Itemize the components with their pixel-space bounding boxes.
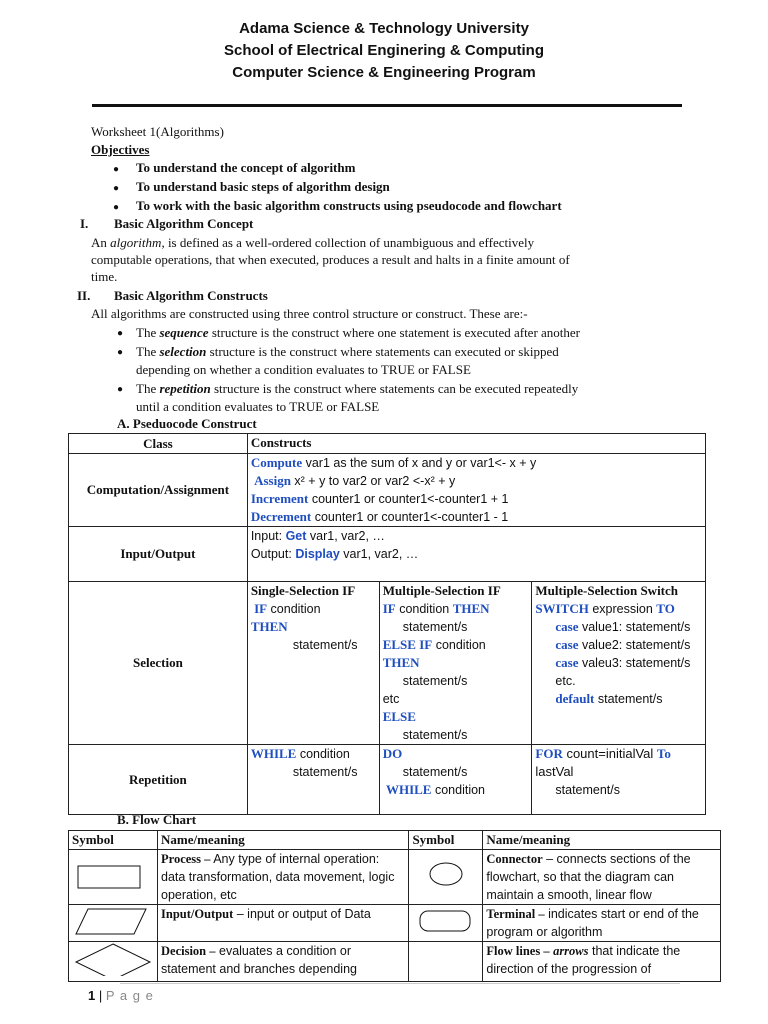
objectives-heading: Objectives (91, 142, 150, 157)
name-header: Name/meaning (158, 831, 409, 850)
multiple-selection-if: Multiple-Selection IF IF condition THEN statement/s ELSE IF condition THEN statement/s etc ELSE statement/s (379, 582, 532, 745)
definition-line: computable operations, that when executed, produces a result and halts in a finite amount of (91, 252, 570, 267)
connector-circle-icon (426, 860, 466, 890)
process-symbol-cell (69, 850, 158, 905)
subsection-a: A. Pseduocode Construct (117, 416, 257, 431)
page-label: P a g e (105, 988, 154, 1003)
flowline-description: Flow lines – arrows that indicate the direction of the progression of (483, 942, 721, 982)
section-title: Basic Algorithm Concept (114, 216, 254, 231)
for-loop: FOR count=initialVal To lastVal statement/s (532, 745, 706, 815)
construct-bullet-cont: until a condition evaluates to TRUE or FALSE (136, 399, 380, 414)
bullet-icon: ● (113, 202, 120, 213)
class-cell: Input/Output (69, 527, 248, 582)
terminal-rounded-rect-icon (416, 906, 476, 936)
parallelogram-icon (72, 906, 152, 936)
class-cell: Repetition (69, 745, 248, 815)
definition-line: An algorithm, is defined as a well-ordered collection of unambiguous and effectively (91, 235, 535, 250)
school-name: School of Electrical Enginering & Computing (223, 42, 545, 59)
class-cell: Selection (69, 582, 248, 745)
decision-diamond-icon (72, 942, 154, 976)
process-description: Process – Any type of internal operation: data transformation, data movement, logic operation, etc (158, 850, 409, 905)
multiple-selection-switch: Multiple-Selection Switch SWITCH expression TO case value1: statement/s case value2: statement/s case valeu3: statement/s etc. default statement/s (532, 582, 706, 745)
bullet-icon: ● (117, 347, 124, 358)
symbol-header: Symbol (409, 831, 483, 850)
program-name: Computer Science & Engineering Program (232, 64, 536, 81)
section-number: II. (77, 288, 91, 303)
constructs-header: Constructs (247, 434, 705, 454)
terminal-symbol-cell (409, 905, 483, 942)
worksheet-title: Worksheet 1(Algorithms) (91, 124, 224, 139)
objective-item: To work with the basic algorithm constructs using pseudocode and flowchart (136, 198, 562, 213)
flowchart-table (68, 830, 721, 982)
construct-bullet: The selection structure is the construct where statements can executed or skipped (136, 344, 559, 359)
constructs-intro: All algorithms are constructed using three control structure or construct. These are:- (91, 306, 528, 321)
bullet-icon: ● (113, 183, 120, 194)
do-while-loop: DO statement/s WHILE condition (379, 745, 532, 815)
process-rectangle-icon (72, 860, 142, 890)
page-number: 1 (88, 988, 96, 1003)
while-loop: WHILE condition statement/s (247, 745, 379, 815)
objective-item: To understand the concept of algorithm (136, 160, 356, 175)
io-constructs: Input: Get var1, var2, … Output: Display var1, var2, … (247, 527, 705, 582)
io-symbol-cell (69, 905, 158, 942)
terminal-description: Terminal – indicates start or end of the program or algorithm (483, 905, 721, 942)
decision-description: Decision – evaluates a condition or statement and branches depending (158, 942, 409, 982)
section-number: I. (80, 216, 89, 231)
algorithm-term: algorithm (110, 235, 162, 250)
flowline-symbol-cell (409, 942, 483, 982)
section-title: Basic Algorithm Constructs (114, 288, 268, 303)
decision-symbol-cell (69, 942, 158, 982)
connector-symbol-cell (409, 850, 483, 905)
bullet-icon: ● (113, 164, 120, 175)
university-name: Adama Science & Technology University (239, 20, 529, 37)
header-rule (92, 104, 682, 107)
bullet-icon: ● (117, 328, 124, 339)
connector-description: Connector – connects sections of the flowchart, so that the diagram can maintain a smooth, linear flow (483, 850, 721, 905)
objective-item: To understand basic steps of algorithm design (136, 179, 390, 194)
page-footer: 1 | P a g e (88, 988, 154, 1003)
single-selection-if: Single-Selection IF IF condition THEN statement/s (247, 582, 379, 745)
footer-rule (120, 983, 680, 984)
name-header: Name/meaning (483, 831, 721, 850)
io-description: Input/Output – input or output of Data (158, 905, 409, 942)
construct-bullet: The sequence structure is the construct where one statement is executed after another (136, 325, 581, 340)
construct-bullet: The repetition structure is the construct where statements can be executed repeatedly (136, 381, 579, 396)
class-header: Class (69, 434, 248, 454)
definition-line: time. (91, 269, 118, 284)
construct-bullet-cont: depending on whether a condition evaluates to TRUE or FALSE (136, 362, 471, 377)
pseudocode-table (68, 433, 706, 815)
symbol-header: Symbol (69, 831, 158, 850)
class-cell: Computation/Assignment (69, 454, 248, 527)
subsection-b: B. Flow Chart (117, 812, 197, 827)
bullet-icon: ● (117, 384, 124, 395)
computation-constructs: Compute var1 as the sum of x and y or var1<- x + y Assign x² + y to var2 or var2 <-x² + y Increment counter1 or counter1<-counter1 + 1 Decrement counter1 or counter1<-counter1 - 1 (247, 454, 705, 527)
